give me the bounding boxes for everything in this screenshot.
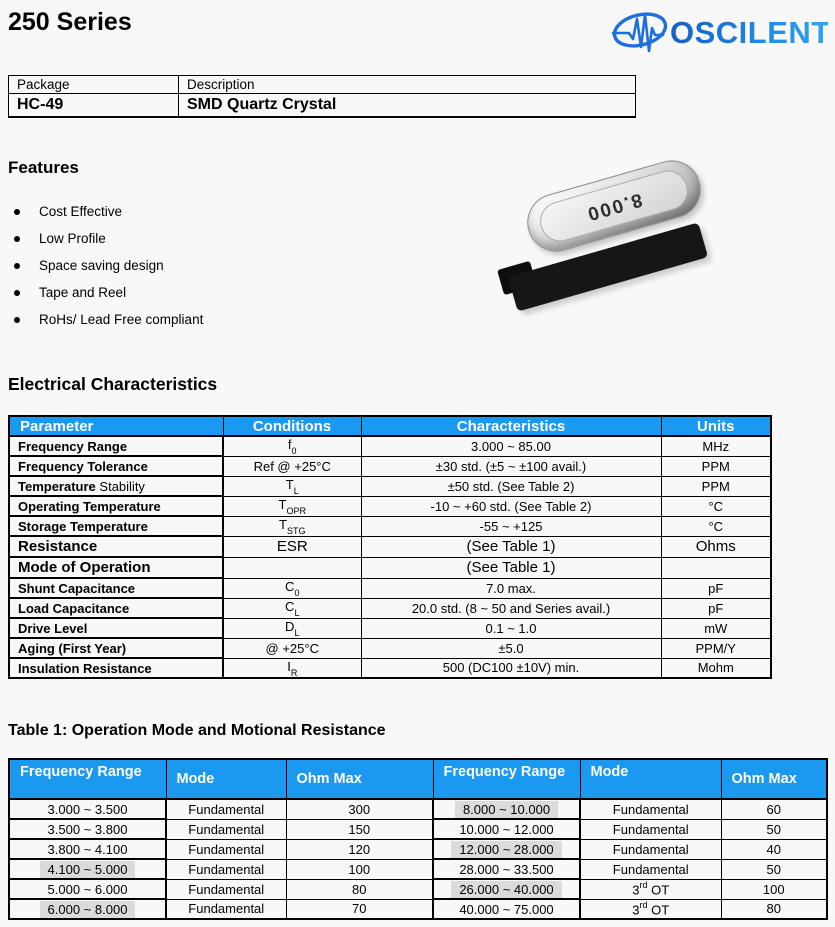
features-list xyxy=(14,198,203,333)
frequency-range-cell xyxy=(9,799,166,819)
ohm-max-header-right: Ohm Max xyxy=(721,759,827,799)
table1-row xyxy=(9,899,827,919)
condition-symbol: D xyxy=(285,619,295,635)
frequency-range-cell xyxy=(433,839,580,859)
table1-row xyxy=(9,799,827,819)
package-data-row xyxy=(9,94,636,117)
elec-row xyxy=(9,516,771,536)
parameter-text: Load Capacitance xyxy=(18,600,130,616)
parameter-cell xyxy=(9,456,223,476)
logo-text: OSCILENT xyxy=(670,15,828,50)
elec-header-row xyxy=(9,416,771,436)
parameter-text-regular: Stability xyxy=(95,478,145,494)
bullet-icon xyxy=(14,209,20,215)
units-cell xyxy=(661,557,771,578)
mode-cell: Fundamental xyxy=(580,839,721,859)
conditions-column-header: Conditions xyxy=(223,416,361,436)
package-value: HC-49 xyxy=(9,94,179,117)
feature-text: RoHs/ Lead Free compliant xyxy=(39,312,204,327)
conditions-cell xyxy=(223,557,361,578)
elec-row xyxy=(9,618,771,638)
elec-row xyxy=(9,658,771,678)
feature-text: Space saving design xyxy=(39,258,164,273)
feature-item xyxy=(14,225,203,252)
highlighted-frequency: 4.100 ~ 5.000 xyxy=(40,861,136,878)
conditions-cell: $C_0$ xyxy=(223,578,361,598)
table1-row xyxy=(9,879,827,899)
frequency-range-cell xyxy=(433,859,580,879)
conditions-cell xyxy=(223,536,361,557)
condition-symbol: @ +25°C xyxy=(265,640,319,656)
oscilent-logo xyxy=(610,6,828,61)
feature-item xyxy=(14,252,203,279)
mode-header-left: Mode xyxy=(166,759,286,799)
elec-row xyxy=(9,578,771,598)
package-header-row xyxy=(9,76,636,94)
table1-header-row xyxy=(9,759,827,799)
highlighted-frequency: 8.000 ~ 10.000 xyxy=(455,801,558,818)
mode-cell: Fundamental xyxy=(166,899,286,919)
parameter-text: Storage Temperature xyxy=(18,518,148,534)
frequency-text: 10.000 ~ 12.000 xyxy=(459,821,554,837)
frequency-text: 5.000 ~ 6.000 xyxy=(47,881,128,897)
parameter-cell xyxy=(9,598,223,618)
parameter-text: Resistance xyxy=(18,538,98,555)
crystal-frequency-marking: 8.000 xyxy=(583,188,645,225)
conditions-cell: $C_L$ xyxy=(223,598,361,618)
parameter-cell xyxy=(9,496,223,516)
ohm-max-cell: 100 xyxy=(286,859,433,879)
parameter-column-header: Parameter xyxy=(9,416,223,436)
table1-heading: Table 1: Operation Mode and Motional Resistance xyxy=(8,722,386,739)
conditions-cell: $T_{OPR}$ xyxy=(223,496,361,516)
conditions-cell xyxy=(223,456,361,476)
frequency-text: 3.800 ~ 4.100 xyxy=(47,841,128,857)
feature-item xyxy=(14,198,203,225)
frequency-range-cell xyxy=(9,819,166,839)
elec-row xyxy=(9,536,771,557)
electrical-characteristics-heading: Electrical Characteristics xyxy=(8,374,218,394)
ohm-max-cell: 120 xyxy=(286,839,433,859)
oscilent-logo-svg xyxy=(610,6,828,56)
ohm-max-cell: 150 xyxy=(286,819,433,839)
feature-text: Low Profile xyxy=(39,231,106,246)
parameter-text: Shunt Capacitance xyxy=(18,580,136,596)
feature-text: Tape and Reel xyxy=(39,285,127,300)
frequency-range-cell xyxy=(433,899,580,919)
condition-symbol: Ref @ +25°C xyxy=(253,458,331,474)
frequency-text: 28.000 ~ 33.500 xyxy=(459,861,554,877)
elec-row xyxy=(9,496,771,516)
condition-symbol: T xyxy=(285,477,294,493)
units-cell: PPM/Y xyxy=(661,638,771,658)
units-cell: Ohms xyxy=(661,536,771,557)
conditions-cell: $I_R$ xyxy=(223,658,361,678)
mode-cell: Fundamental xyxy=(166,839,286,859)
bullet-icon xyxy=(14,263,20,269)
conditions-cell: $D_L$ xyxy=(223,618,361,638)
characteristics-cell: 3.000 ~ 85.00 xyxy=(361,436,661,456)
highlighted-frequency: 26.000 ~ 40.000 xyxy=(451,881,561,898)
units-cell: PPM xyxy=(661,476,771,496)
condition-symbol: f xyxy=(287,437,292,453)
page-title: 250 Series xyxy=(8,8,132,36)
frequency-text: 3.500 ~ 3.800 xyxy=(47,821,128,837)
characteristics-cell: 20.0 std. (8 ~ 50 and Series avail.) xyxy=(361,598,661,618)
highlighted-frequency: 12.000 ~ 28.000 xyxy=(451,841,561,858)
ohm-max-cell: 60 xyxy=(721,799,827,819)
units-cell: °C xyxy=(661,496,771,516)
parameter-text: Operating Temperature xyxy=(18,498,161,514)
description-header: Description xyxy=(179,76,636,94)
units-cell: MHz xyxy=(661,436,771,456)
frequency-text: 3.000 ~ 3.500 xyxy=(47,801,128,817)
mode-cell: Fundamental xyxy=(580,819,721,839)
characteristics-cell: 500 (DC100 ±10V) min. xyxy=(361,658,661,678)
frequency-text: 40.000 ~ 75.000 xyxy=(459,901,554,917)
frequency-range-cell xyxy=(9,899,166,919)
units-cell: °C xyxy=(661,516,771,536)
units-cell: Mohm xyxy=(661,658,771,678)
ohm-max-cell: 50 xyxy=(721,859,827,879)
package-table xyxy=(8,75,636,118)
frequency-range-cell xyxy=(433,819,580,839)
ohm-max-cell: 70 xyxy=(286,899,433,919)
parameter-cell xyxy=(9,618,223,638)
units-cell: PPM xyxy=(661,456,771,476)
frequency-range-cell xyxy=(9,859,166,879)
conditions-cell: $T_{STG}$ xyxy=(223,516,361,536)
table1-row xyxy=(9,859,827,879)
ohm-max-cell: 80 xyxy=(721,899,827,919)
elec-row xyxy=(9,598,771,618)
mode-cell: 3rd OT xyxy=(580,899,721,919)
conditions-cell: $T_L$ xyxy=(223,476,361,496)
parameter-cell xyxy=(9,516,223,536)
characteristics-cell: 7.0 max. xyxy=(361,578,661,598)
elec-row xyxy=(9,638,771,658)
ohm-max-cell: 40 xyxy=(721,839,827,859)
frequency-range-cell xyxy=(433,799,580,819)
parameter-cell xyxy=(9,476,223,496)
ellipse-pulse-icon xyxy=(611,9,669,51)
condition-symbol: I xyxy=(287,658,291,674)
frequency-range-cell xyxy=(433,879,580,899)
characteristics-cell: -55 ~ +125 xyxy=(361,516,661,536)
characteristics-cell: ±50 std. (See Table 2) xyxy=(361,476,661,496)
frequency-range-cell xyxy=(9,879,166,899)
bullet-icon xyxy=(14,236,20,242)
mode-cell: Fundamental xyxy=(166,819,286,839)
characteristics-cell: -10 ~ +60 std. (See Table 2) xyxy=(361,496,661,516)
feature-item xyxy=(14,279,203,306)
characteristics-column-header: Characteristics xyxy=(361,416,661,436)
electrical-characteristics-table xyxy=(8,415,772,679)
operation-mode-table xyxy=(8,758,828,920)
parameter-text: Frequency Range xyxy=(18,438,128,454)
ohm-max-cell: 300 xyxy=(286,799,433,819)
mode-cell: Fundamental xyxy=(580,799,721,819)
condition-symbol: T xyxy=(278,497,287,513)
parameter-text: Aging (First Year) xyxy=(18,640,127,656)
characteristics-cell: (See Table 1) xyxy=(361,557,661,578)
elec-table-body xyxy=(9,436,771,678)
table1-row xyxy=(9,819,827,839)
mode-cell: Fundamental xyxy=(166,859,286,879)
crystal-photo xyxy=(497,163,717,313)
parameter-cell xyxy=(9,638,223,658)
ohm-max-cell: 100 xyxy=(721,879,827,899)
condition-symbol: ESR xyxy=(276,538,308,555)
parameter-cell xyxy=(9,578,223,598)
parameter-text: Temperature xyxy=(18,478,96,494)
parameter-cell xyxy=(9,557,223,578)
conditions-cell xyxy=(223,638,361,658)
table1-body xyxy=(9,799,827,919)
parameter-text: Mode of Operation xyxy=(18,559,151,576)
parameter-cell xyxy=(9,658,223,678)
feature-text: Cost Effective xyxy=(39,204,123,219)
mode-cell: Fundamental xyxy=(580,859,721,879)
parameter-text: Drive Level xyxy=(18,620,88,636)
elec-row xyxy=(9,436,771,456)
characteristics-cell: ±5.0 xyxy=(361,638,661,658)
mode-cell: Fundamental xyxy=(166,799,286,819)
mode-cell: 3rd OT xyxy=(580,879,721,899)
elec-row xyxy=(9,456,771,476)
units-cell: mW xyxy=(661,618,771,638)
characteristics-cell: 0.1 ~ 1.0 xyxy=(361,618,661,638)
bullet-icon xyxy=(14,290,20,296)
condition-symbol: C xyxy=(285,599,295,615)
freq-range-header-left: Frequency Range xyxy=(9,759,166,799)
frequency-range-cell xyxy=(9,839,166,859)
description-value: SMD Quartz Crystal xyxy=(179,94,636,117)
freq-range-header-right: Frequency Range xyxy=(433,759,580,799)
elec-row xyxy=(9,557,771,578)
condition-symbol: C xyxy=(285,579,295,595)
mode-header-right: Mode xyxy=(580,759,721,799)
parameter-cell xyxy=(9,436,223,456)
characteristics-cell: ±30 std. (±5 ~ ±100 avail.) xyxy=(361,456,661,476)
ohm-max-cell: 50 xyxy=(721,819,827,839)
conditions-cell: $f_0$ xyxy=(223,436,361,456)
bullet-icon xyxy=(14,317,20,323)
features-heading: Features xyxy=(8,158,79,177)
ohm-max-cell: 80 xyxy=(286,879,433,899)
units-cell: pF xyxy=(661,598,771,618)
parameter-text: Frequency Tolerance xyxy=(18,458,148,474)
parameter-text: Insulation Resistance xyxy=(18,660,152,676)
package-header: Package xyxy=(9,76,179,94)
ohm-max-header-left: Ohm Max xyxy=(286,759,433,799)
units-cell: pF xyxy=(661,578,771,598)
mode-cell: Fundamental xyxy=(166,879,286,899)
table1-row xyxy=(9,839,827,859)
condition-symbol: T xyxy=(279,517,287,533)
units-column-header: Units xyxy=(661,416,771,436)
parameter-cell xyxy=(9,536,223,557)
feature-item xyxy=(14,306,203,333)
highlighted-frequency: 6.000 ~ 8.000 xyxy=(40,901,136,918)
elec-row xyxy=(9,476,771,496)
characteristics-cell: (See Table 1) xyxy=(361,536,661,557)
